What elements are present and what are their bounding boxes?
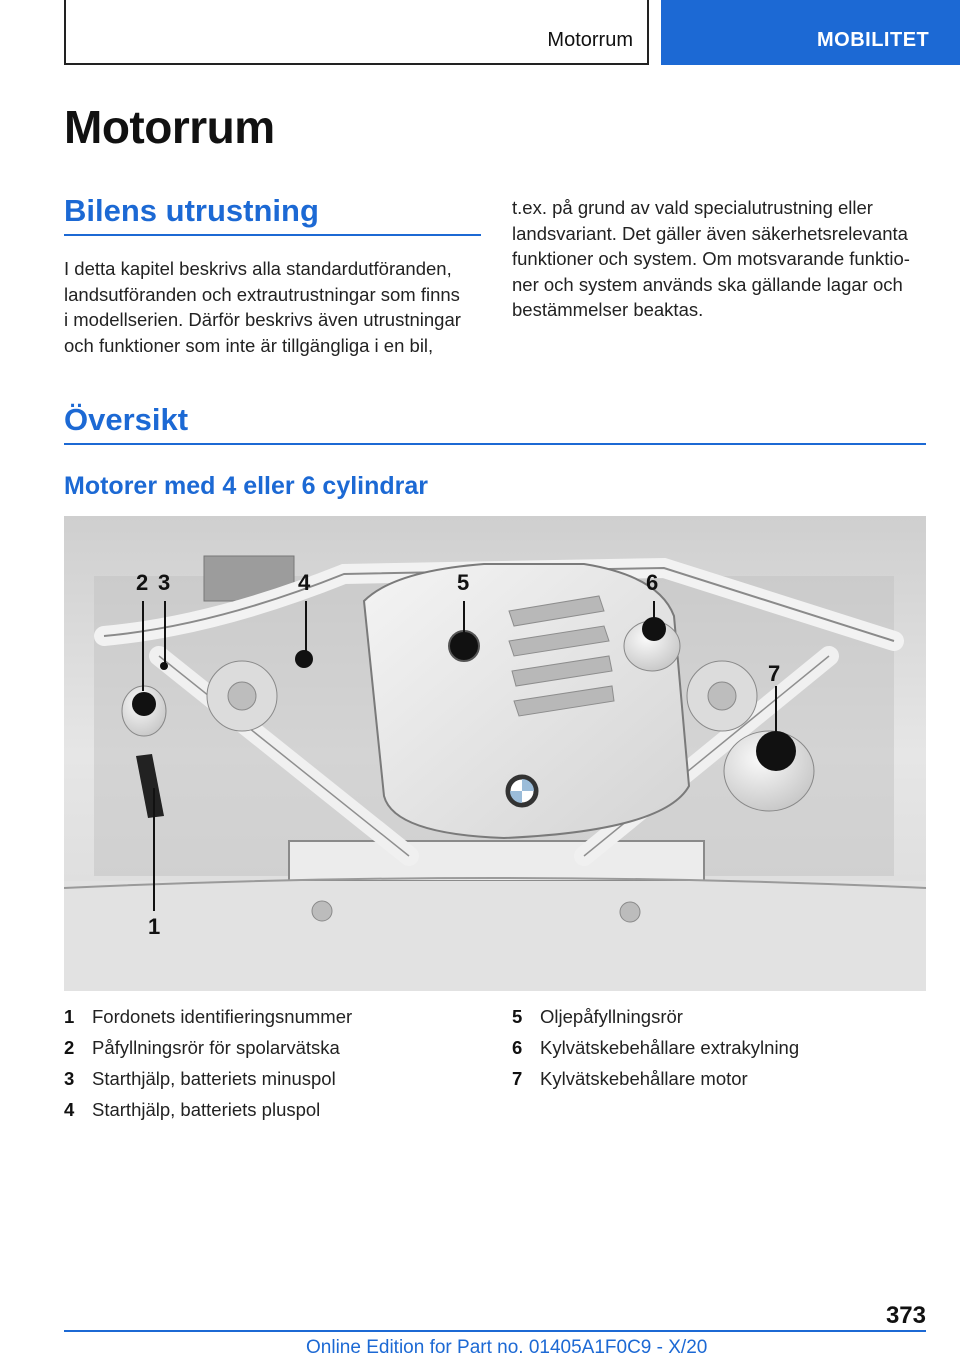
- engine-bay-illustration: [64, 516, 926, 991]
- legend-left: [64, 1006, 352, 1130]
- footer-rule: [64, 1330, 926, 1332]
- section-rule-overview: [64, 443, 926, 445]
- legend-number: 6: [512, 1037, 523, 1058]
- page-number: 373: [885, 1302, 926, 1329]
- paragraph-line: landsvariant. Det gäller även säkerhetsrelevanta: [512, 222, 908, 244]
- legend-item: [512, 1068, 799, 1099]
- legend-number: 5: [512, 1006, 523, 1027]
- page-title: Motorrum: [64, 101, 275, 153]
- legend-text: Oljepåfyllningsrör: [540, 1006, 683, 1027]
- legend-text: Påfyllningsrör för spolarvätska: [92, 1037, 340, 1058]
- equipment-paragraph-left: [64, 256, 461, 358]
- paragraph-line: t.ex. på grund av vald specialutrustning eller: [512, 197, 873, 218]
- footer-edition: Online Edition for Part no. 01405A1F0C9 - X/20: [306, 1337, 708, 1358]
- subsection-title-engines: Motorer med 4 eller 6 cylindrar: [64, 472, 429, 500]
- header-chapter-tab[interactable]: [661, 0, 960, 65]
- legend-number: 4: [64, 1099, 75, 1120]
- legend-text: Starthjälp, batteriets pluspol: [92, 1099, 321, 1120]
- legend-item: [64, 1006, 352, 1037]
- legend-text: Starthjälp, batteriets minuspol: [92, 1068, 336, 1089]
- section-title-overview: Översikt: [64, 402, 189, 437]
- legend-number: 3: [64, 1068, 75, 1089]
- legend-item: [64, 1068, 352, 1099]
- legend-item: [512, 1037, 799, 1068]
- callout-6: 6: [646, 570, 659, 595]
- paragraph-line: ner och system används ska gällande lagar och: [512, 273, 903, 295]
- callout-2: 2: [136, 570, 149, 595]
- callout-1: 1: [148, 914, 161, 939]
- paragraph-line: bestämmelser beaktas.: [512, 299, 704, 320]
- callout-7: 7: [768, 661, 781, 686]
- legend-item: [64, 1037, 352, 1068]
- legend-text: Kylvätskebehållare extrakylning: [540, 1037, 800, 1058]
- legend-text: Fordonets identifieringsnummer: [92, 1006, 353, 1027]
- equipment-paragraph-right: [512, 195, 910, 323]
- legend-right: [512, 1006, 799, 1099]
- legend-item: [512, 1006, 799, 1037]
- header-chapter-label: MOBILITET: [817, 29, 930, 51]
- paragraph-line: funktioner och system. Om motsvarande funktio-: [512, 248, 910, 269]
- legend-text: Kylvätskebehållare motor: [540, 1068, 748, 1089]
- callout-3: 3: [158, 570, 171, 595]
- legend-number: 2: [64, 1037, 75, 1058]
- paragraph-line: I detta kapitel beskrivs alla standardutföranden,: [64, 258, 452, 279]
- callout-5: 5: [457, 570, 470, 595]
- paragraph-line: och funktioner som inte är tillgängliga i en bil,: [64, 334, 434, 356]
- paragraph-line: i modellserien. Därför beskrivs även utrustningar: [64, 309, 461, 330]
- section-rule-equipment: [64, 234, 481, 236]
- callout-4: 4: [298, 570, 311, 595]
- header-section-box: [64, 0, 649, 65]
- paragraph-line: landsutföranden och extrautrustningar som finns: [64, 283, 460, 305]
- legend-number: 1: [64, 1006, 75, 1027]
- engine-bay-figure: [64, 516, 926, 991]
- section-title-equipment: Bilens utrustning: [64, 193, 319, 228]
- legend-number: 7: [512, 1068, 523, 1089]
- legend-item: [64, 1099, 352, 1130]
- header-section-label: Motorrum: [547, 29, 633, 51]
